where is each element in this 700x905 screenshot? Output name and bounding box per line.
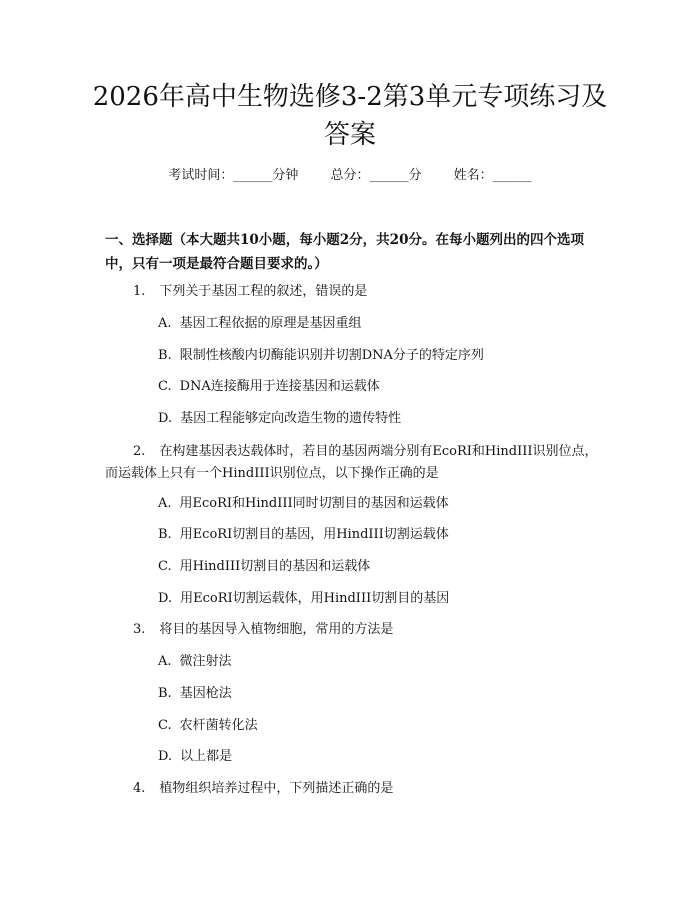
question-1-option-a bbox=[158, 314, 598, 334]
question-3-option-d bbox=[158, 747, 598, 767]
question-number: 3. bbox=[133, 622, 146, 637]
question-3-option-c bbox=[158, 716, 598, 736]
question-text: 将目的基因导入植物细胞，常用的方法是 bbox=[159, 622, 394, 637]
option-letter: C. bbox=[158, 559, 172, 574]
question-1-option-c bbox=[158, 377, 598, 397]
total-score-field: 总分：______分 bbox=[330, 168, 422, 183]
question-1-option-b bbox=[158, 346, 598, 366]
question-2-option-d bbox=[158, 589, 598, 609]
question-2 bbox=[105, 441, 600, 485]
question-3-option-b bbox=[158, 684, 598, 704]
option-letter: B. bbox=[158, 686, 172, 701]
option-letter: A. bbox=[158, 316, 172, 331]
question-1-option-d bbox=[158, 409, 598, 429]
option-text: 基因工程能够定向改造生物的遗传特性 bbox=[180, 411, 402, 426]
question-2-option-a bbox=[158, 494, 598, 514]
option-letter: A. bbox=[158, 654, 172, 669]
question-3 bbox=[105, 620, 600, 640]
question-2-option-b bbox=[158, 525, 598, 545]
option-letter: A. bbox=[158, 496, 172, 511]
option-letter: B. bbox=[158, 348, 172, 363]
question-4 bbox=[105, 779, 600, 799]
question-text: 在构建基因表达载体时，若目的基因两端分别有EcoRI和HindIII识别位点，而运载体上只有一个HindIII识别位点，以下操作正确的是 bbox=[105, 444, 598, 481]
option-text: 用EcoRI切割目的基因，用HindIII切割运载体 bbox=[179, 527, 449, 542]
option-text: 用EcoRI和HindIII同时切割目的基因和运载体 bbox=[179, 496, 449, 511]
option-letter: C. bbox=[158, 718, 172, 733]
question-number: 1. bbox=[133, 284, 146, 299]
option-text: 基因工程依据的原理是基因重组 bbox=[179, 316, 362, 331]
option-text: DNA连接酶用于连接基因和运载体 bbox=[179, 379, 380, 394]
exam-time-field: 考试时间：______分钟 bbox=[168, 168, 299, 183]
question-2-option-c bbox=[158, 557, 598, 577]
option-letter: D. bbox=[158, 749, 173, 764]
question-number: 2. bbox=[133, 444, 146, 459]
question-number: 4. bbox=[133, 781, 146, 796]
option-text: 限制性核酸内切酶能识别并切割DNA分子的特定序列 bbox=[179, 348, 484, 363]
exam-info bbox=[0, 166, 700, 186]
question-1 bbox=[105, 282, 600, 302]
option-letter: C. bbox=[158, 379, 172, 394]
option-letter: D. bbox=[158, 591, 173, 606]
option-letter: B. bbox=[158, 527, 172, 542]
question-text: 植物组织培养过程中，下列描述正确的是 bbox=[159, 781, 394, 796]
option-letter: D. bbox=[158, 411, 173, 426]
option-text: 用EcoRI切割运载体，用HindIII切割目的基因 bbox=[180, 591, 450, 606]
question-3-option-a bbox=[158, 652, 598, 672]
option-text: 农杆菌转化法 bbox=[179, 718, 258, 733]
option-text: 基因枪法 bbox=[179, 686, 232, 701]
name-field: 姓名：______ bbox=[453, 168, 532, 183]
option-text: 以上都是 bbox=[180, 749, 233, 764]
option-text: 用HindIII切割目的基因和运载体 bbox=[179, 559, 371, 574]
question-text: 下列关于基因工程的叙述，错误的是 bbox=[159, 284, 368, 299]
section-heading: 一、选择题（本大题共10小题，每小题2分，共20分。在每小题列出的四个选项中，只有一项是最符合题目要求的。） bbox=[105, 232, 584, 272]
option-text: 微注射法 bbox=[179, 654, 232, 669]
page-title: 2026年高中生物选修3-2第3单元专项练习及答案 bbox=[92, 82, 608, 150]
